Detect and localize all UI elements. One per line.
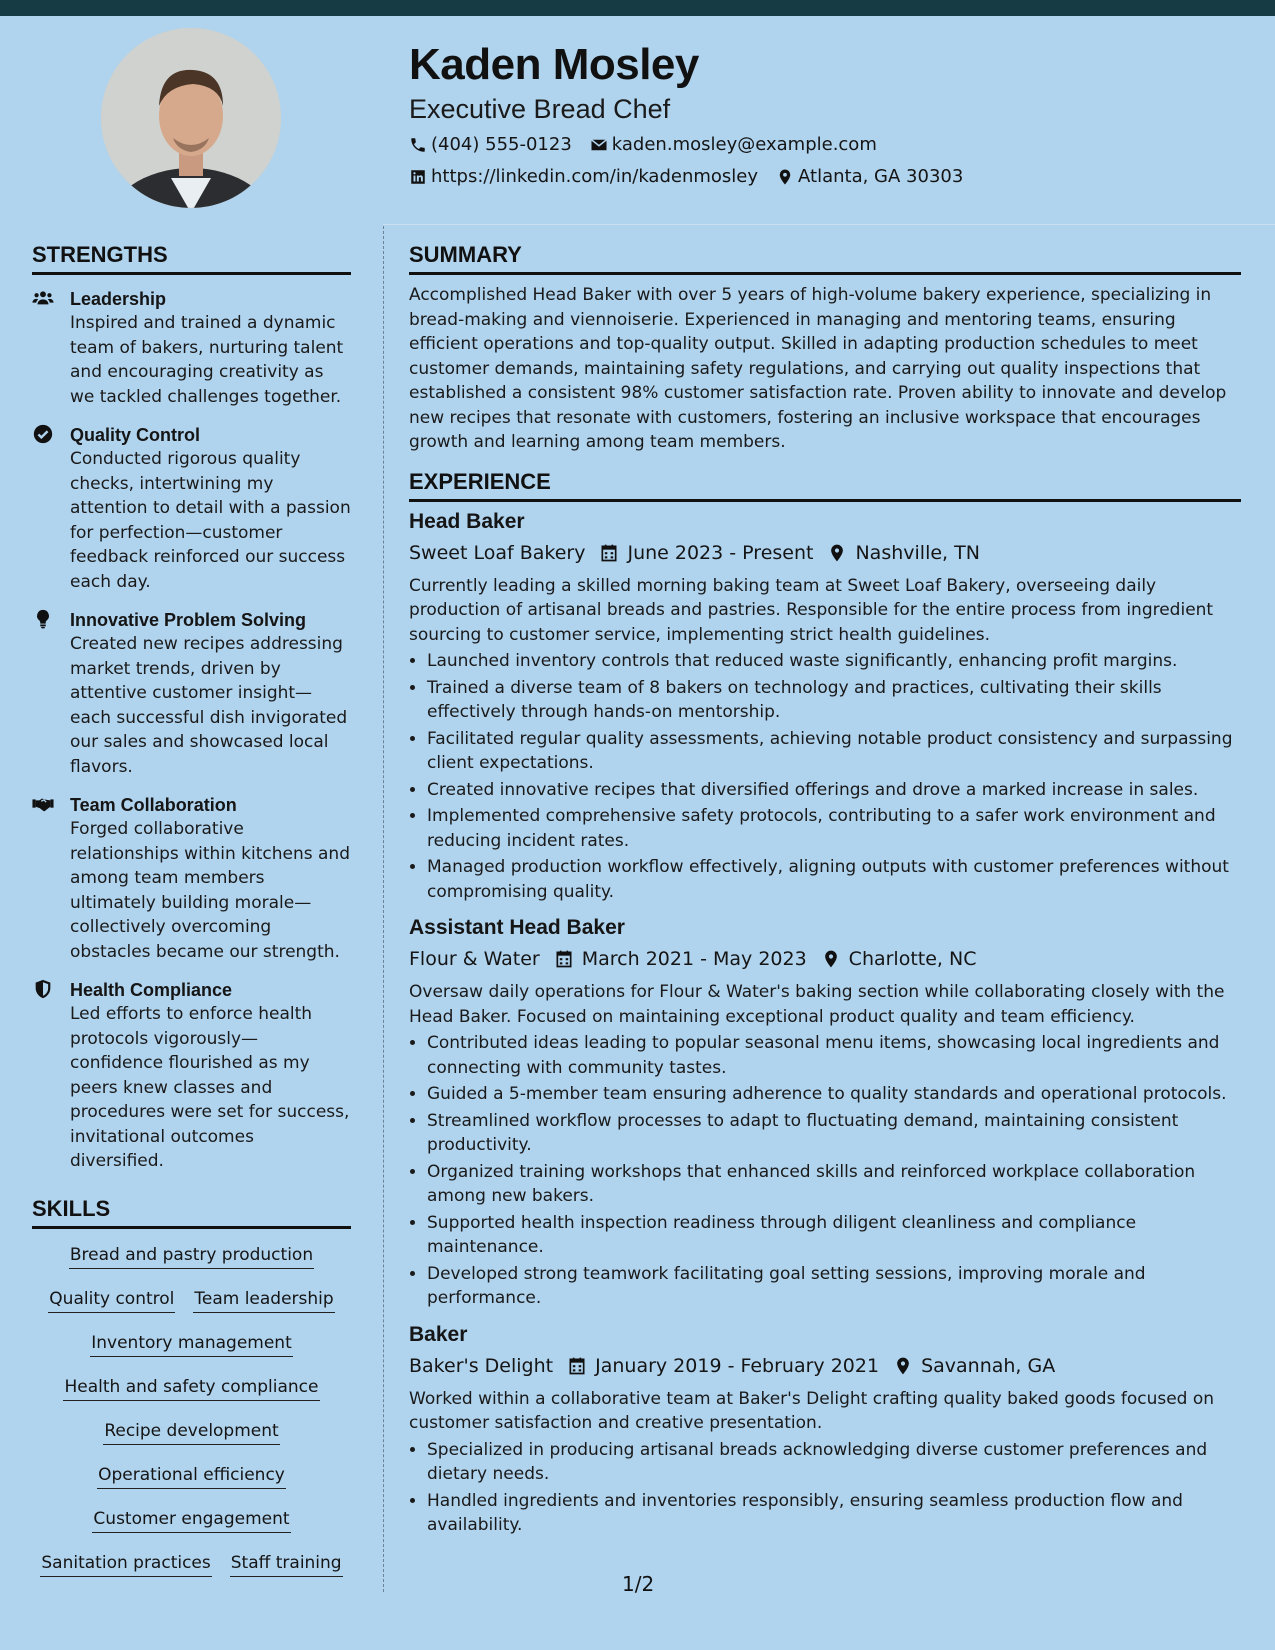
job-bullet: • Guided a 5-member team ensuring adherence to quality standards and operational protocols. [427,1082,1241,1107]
job-description: Currently leading a skilled morning baking team at Sweet Loaf Bakery, overseeing daily production of artisanal breads and pastries. Responsible for the entire process from ingredient sourcing to customer service, implementing strict health guidelines. [409,575,1214,645]
job-location: Savannah, GA [921,1354,1056,1377]
map-pin-icon [893,1356,913,1376]
job-bullet: • Contributed ideas leading to popular seasonal menu items, showcasing local ingredients and connecting with community tastes. [427,1031,1241,1080]
job-description: Oversaw daily operations for Flour & Water's baking section while collaborating closely with the Head Baker. Focused on maintaining exceptional product quality and team efficiency. [409,982,1225,1027]
shield-icon [32,978,54,1000]
profile-photo [101,28,281,208]
job-dates: March 2021 - May 2023 [581,948,807,970]
skills-heading: SKILLS [32,1196,351,1229]
envelope-icon [590,136,608,154]
calendar-icon [554,949,574,969]
job-bullets [409,1031,1241,1311]
strength-item [32,287,351,409]
users-icon [32,287,54,309]
job-bullet: • Supported health inspection readiness through diligent cleanliness and compliance maintenance. [427,1211,1241,1260]
column-divider [383,226,384,1592]
contact-location [776,166,963,187]
experience-heading: EXPERIENCE [409,469,1241,502]
strength-item [32,423,351,594]
skill-tag: Customer engagement [92,1507,290,1533]
skill-tag: Team leadership [193,1287,334,1313]
job-bullet: • Managed production workflow effectively, aligning outputs with customer preferences without compromising quality. [427,855,1241,904]
right-column [409,242,1241,1540]
job-title: Assistant Head Baker [409,916,625,939]
contact-email[interactable] [590,134,877,155]
summary-text: Accomplished Head Baker with over 5 years of high-volume bakery experience, specializing in bread-making and viennoiserie. Experienced in managing and mentoring teams, ensuring efficient operations and top-quality output. Skilled in adapting production schedules to meet customer demands, maintaining safety regulations, and carrying out quality inspections that established a consistent 98% customer satisfaction rate. Proven ability to innovate and develop new recipes that resonate with customers, fostering an inclusive workspace that encourages growth and learning among team members. [409,285,1227,452]
page-number: 1/2 [622,1572,655,1596]
handshake-icon [32,793,54,815]
calendar-icon [567,1356,587,1376]
map-pin-icon [821,949,841,969]
left-column [32,242,351,1595]
job-bullet: • Created innovative recipes that diversified offerings and drove a marked increase in sales. [427,778,1241,803]
job-title: Baker [409,1322,468,1346]
location-text: Atlanta, GA 30303 [798,166,964,187]
job-meta [409,538,1241,568]
job-location: Nashville, TN [855,541,980,564]
skill-tag: Operational efficiency [97,1463,286,1489]
strength-item [32,978,351,1174]
job-company: Sweet Loaf Bakery [409,541,586,564]
email-text: kaden.mosley@example.com [611,134,877,155]
job-bullet: • Trained a diverse team of 8 bakers on technology and practices, cultivating their skills effectively through hands-on mentorship. [427,676,1241,725]
job-description: Worked within a collaborative team at Baker's Delight crafting quality baked goods focused on customer satisfaction and creative presentation. [409,1388,1215,1433]
job-dates: June 2023 - Present [627,541,814,564]
strengths-heading: STRENGTHS [32,242,351,275]
strength-title: Leadership [70,289,167,309]
summary-heading: SUMMARY [409,242,1241,275]
job-bullet: • Specialized in producing artisanal breads acknowledging diverse customer preferences and dietary needs. [427,1438,1241,1487]
skill-tag: Sanitation practices [40,1551,211,1577]
job-entry [409,508,1241,905]
skill-tag: Recipe development [103,1419,279,1445]
job-bullets [409,649,1241,904]
contact-line-1 [409,134,895,155]
skills-list [32,1243,351,1577]
avatar [101,28,281,208]
phone-icon [409,136,427,154]
job-location: Charlotte, NC [848,948,977,970]
skill-tag: Health and safety compliance [63,1375,319,1401]
job-bullet: • Organized training workshops that enhanced skills and reinforced workplace collaboration among new bakers. [427,1160,1241,1209]
map-pin-icon [827,543,847,563]
map-pin-icon [776,168,794,186]
job-bullets [409,1438,1241,1538]
job-entry [409,914,1241,1311]
job-bullet: • Facilitated regular quality assessments, achieving notable product consistency and surpassing client expectations. [427,727,1241,776]
job-meta [409,944,1241,974]
job-bullet: • Handled ingredients and inventories responsibly, ensuring seamless production flow and availability. [427,1489,1241,1538]
strength-item [32,793,351,964]
job-bullet: • Implemented comprehensive safety protocols, contributing to a safer work environment and reducing incident rates. [427,804,1241,853]
strength-desc: Created new recipes addressing market trends, driven by attentive customer insight—each successful dish invigorated our sales and showcased local flavors. [70,634,348,777]
strength-title: Quality Control [70,425,200,445]
job-bullet: • Launched inventory controls that reduced waste significantly, enhancing profit margins. [427,649,1241,674]
strength-desc: Inspired and trained a dynamic team of bakers, nurturing talent and encouraging creativity as we tackled challenges together. [70,313,344,407]
strength-desc: Conducted rigorous quality checks, intertwining my attention to detail with a passion for perfection—customer feedback reinforced our success each day. [70,449,351,592]
strength-title: Health Compliance [70,980,233,1000]
job-title: Head Baker [409,509,525,533]
strength-desc: Forged collaborative relationships within kitchens and among team members ultimately building morale—collectively overcoming obstacles became our strength. [70,819,350,962]
header-divider [383,224,1275,225]
strength-title: Innovative Problem Solving [70,610,307,630]
contact-phone[interactable] [409,134,572,155]
contact-line-2 [409,166,981,187]
job-dates: January 2019 - February 2021 [595,1354,880,1377]
linkedin-text: https://linkedin.com/in/kadenmosley [431,166,759,187]
skill-tag: Quality control [48,1287,175,1313]
linkedin-icon [409,168,427,186]
job-bullet: • Streamlined workflow processes to adapt to fluctuating demand, maintaining consistent productivity. [427,1109,1241,1158]
phone-text: (404) 555-0123 [431,134,572,155]
candidate-title: Executive Bread Chef [409,94,671,124]
job-meta [409,1351,1241,1381]
skill-tag: Inventory management [90,1331,292,1357]
candidate-name: Kaden Mosley [409,40,699,89]
top-accent-bar [0,0,1275,16]
calendar-icon [599,543,619,563]
lightbulb-icon [32,608,54,630]
skill-tag: Staff training [230,1551,343,1577]
job-entry [409,1321,1241,1538]
job-company: Flour & Water [409,948,540,970]
strength-title: Team Collaboration [70,795,237,815]
check-circle-icon [32,423,54,445]
job-bullet: • Developed strong teamwork facilitating goal setting sessions, improving morale and performance. [427,1262,1241,1311]
contact-linkedin[interactable] [409,166,758,187]
strength-desc: Led efforts to enforce health protocols vigorously—confidence flourished as my peers knew classes and procedures were set for success, invitational outcomes diversified. [70,1004,350,1171]
strength-item [32,608,351,779]
job-company: Baker's Delight [409,1354,554,1377]
skill-tag: Bread and pastry production [69,1243,314,1269]
